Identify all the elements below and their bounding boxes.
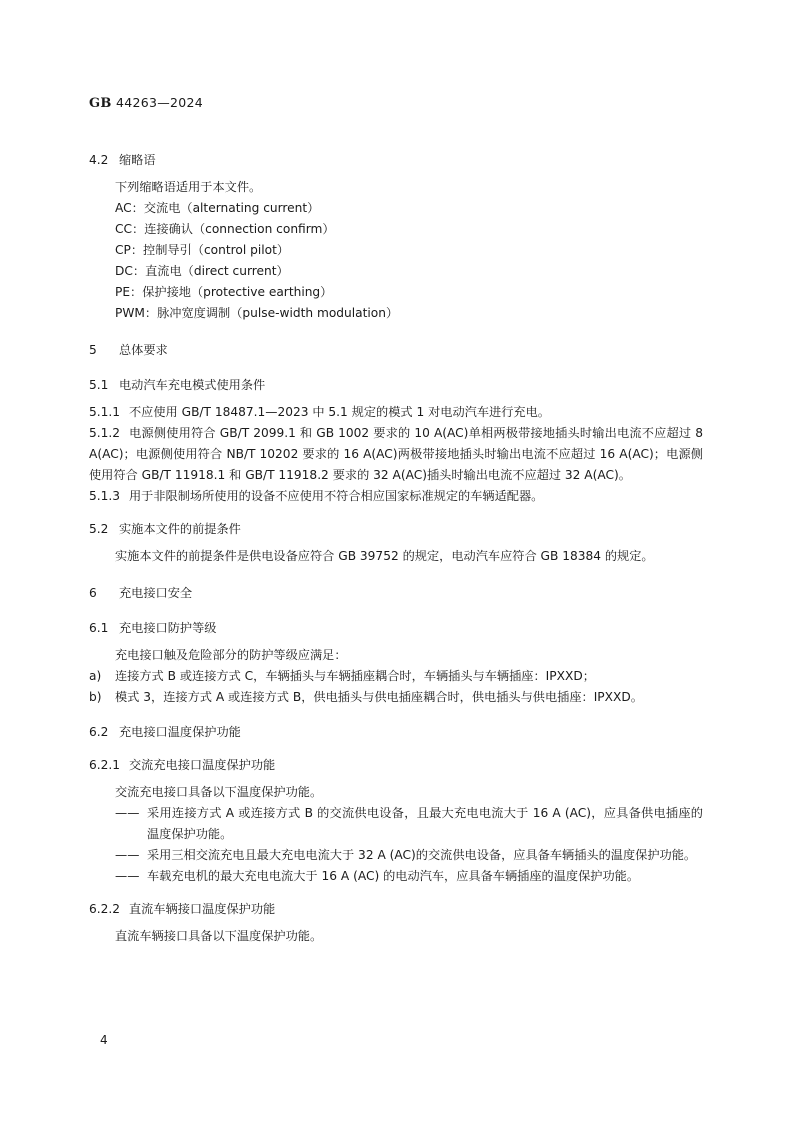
page-number: 4 <box>100 1033 108 1047</box>
abbreviation-item: CC：连接确认（connection confirm） <box>115 222 335 236</box>
list-text: 模式 3，连接方式 A 或连接方式 B，供电插头与供电插座耦合时，供电插头与供电插座：IPXXD。 <box>115 690 643 704</box>
dash-item <box>89 866 703 887</box>
abbreviation-item: PWM：脉冲宽度调制（pulse-width modulation） <box>115 306 399 320</box>
list-marker: a) <box>89 669 102 683</box>
section-number: 6.1 <box>89 621 109 635</box>
section-title: 充电接口安全 <box>119 586 193 600</box>
abbreviation-item: DC：直流电（direct current） <box>115 264 289 278</box>
section-title: 电动汽车充电模式使用条件 <box>119 378 266 392</box>
clause-number: 5.1.2 <box>89 426 121 440</box>
section-number: 5.1 <box>89 378 109 392</box>
clause-5-1-2 <box>89 423 703 486</box>
dash-text: 采用三相交流充电且最大充电电流大于 32 A (AC)的交流供电设备，应具备车辆插头的温度保护功能。 <box>147 848 697 862</box>
dash-item <box>89 803 703 845</box>
clause-text: 不应使用 GB/T 18487.1—2023 中 5.1 规定的模式 1 对电动汽车进行充电。 <box>129 405 550 419</box>
section-heading-5 <box>89 340 703 361</box>
dash-marker: —— <box>115 806 140 820</box>
clause-text: 电源侧使用符合 GB/T 2099.1 和 GB 1002 要求的 10 A(AC)单相两极带接地插头时输出电流不应超过 8 A(AC)；电源侧使用符合 NB/T 10202 要求的 16 A(AC)两极带接地插头时输出电流不应超过 16 A(AC)；电源侧使用符合 GB/T 11918.1 和 GB/T 11918.2 要求的 32 A(AC)插头时输出电流不应超过 32 A(AC)。 <box>89 426 703 482</box>
section-title: 充电接口防护等级 <box>119 621 217 635</box>
document-body <box>89 140 703 947</box>
list-text: 连接方式 B 或连接方式 C，车辆插头与车辆插座耦合时，车辆插头与车辆插座：IPXXD； <box>115 669 595 683</box>
list-item-a <box>89 666 703 687</box>
section-title: 交流充电接口温度保护功能 <box>129 758 276 772</box>
section-heading-6 <box>89 583 703 604</box>
dash-text: 车载充电机的最大充电电流大于 16 A (AC) 的电动汽车，应具备车辆插座的温度保护功能。 <box>147 869 640 883</box>
section-heading-4-2 <box>89 150 703 171</box>
section-title: 直流车辆接口温度保护功能 <box>129 902 276 916</box>
dash-marker: —— <box>115 848 140 862</box>
section-number: 5.2 <box>89 522 109 536</box>
section-heading-6-2-1 <box>89 755 703 776</box>
dash-item <box>89 845 703 866</box>
clause-5-1-3 <box>89 486 703 507</box>
section-title: 总体要求 <box>119 343 168 357</box>
section-number: 6 <box>89 586 97 600</box>
section-number: 4.2 <box>89 153 109 167</box>
paragraph: 充电接口触及危险部分的防护等级应满足： <box>115 648 347 662</box>
section-title: 缩略语 <box>119 153 156 167</box>
paragraph: 实施本文件的前提条件是供电设备应符合 GB 39752 的规定，电动汽车应符合 GB 18384 的规定。 <box>115 549 654 563</box>
abbreviation-item: CP：控制导引（control pilot） <box>115 243 290 257</box>
standard-number: 44263—2024 <box>115 95 204 110</box>
section-number: 6.2.2 <box>89 902 121 916</box>
paragraph: 下列缩略语适用于本文件。 <box>115 180 262 194</box>
clause-text: 用于非限制场所使用的设备不应使用不符合相应国家标准规定的车辆适配器。 <box>129 489 544 503</box>
section-number: 6.2.1 <box>89 758 121 772</box>
section-heading-5-2 <box>89 519 703 540</box>
section-title: 充电接口温度保护功能 <box>119 725 241 739</box>
list-marker: b) <box>89 690 102 704</box>
abbreviation-item: AC：交流电（alternating current） <box>115 201 320 215</box>
paragraph: 交流充电接口具备以下温度保护功能。 <box>115 785 323 799</box>
clause-5-1-1 <box>89 402 703 423</box>
section-heading-6-2 <box>89 722 703 743</box>
section-heading-5-1 <box>89 375 703 396</box>
list-item-b <box>89 687 703 708</box>
clause-number: 5.1.3 <box>89 489 121 503</box>
dash-marker: —— <box>115 869 140 883</box>
section-heading-6-2-2 <box>89 899 703 920</box>
section-title: 实施本文件的前提条件 <box>119 522 241 536</box>
abbreviation-item: PE：保护接地（protective earthing） <box>115 285 333 299</box>
section-heading-6-1 <box>89 618 703 639</box>
dash-text: 采用连接方式 A 或连接方式 B 的交流供电设备，且最大充电电流大于 16 A (AC)，应具备供电插座的温度保护功能。 <box>147 806 703 841</box>
clause-number: 5.1.1 <box>89 405 121 419</box>
paragraph: 直流车辆接口具备以下温度保护功能。 <box>115 929 323 943</box>
section-number: 5 <box>89 343 97 357</box>
standard-prefix: GB <box>89 96 112 111</box>
page-header <box>89 95 203 111</box>
section-number: 6.2 <box>89 725 109 739</box>
